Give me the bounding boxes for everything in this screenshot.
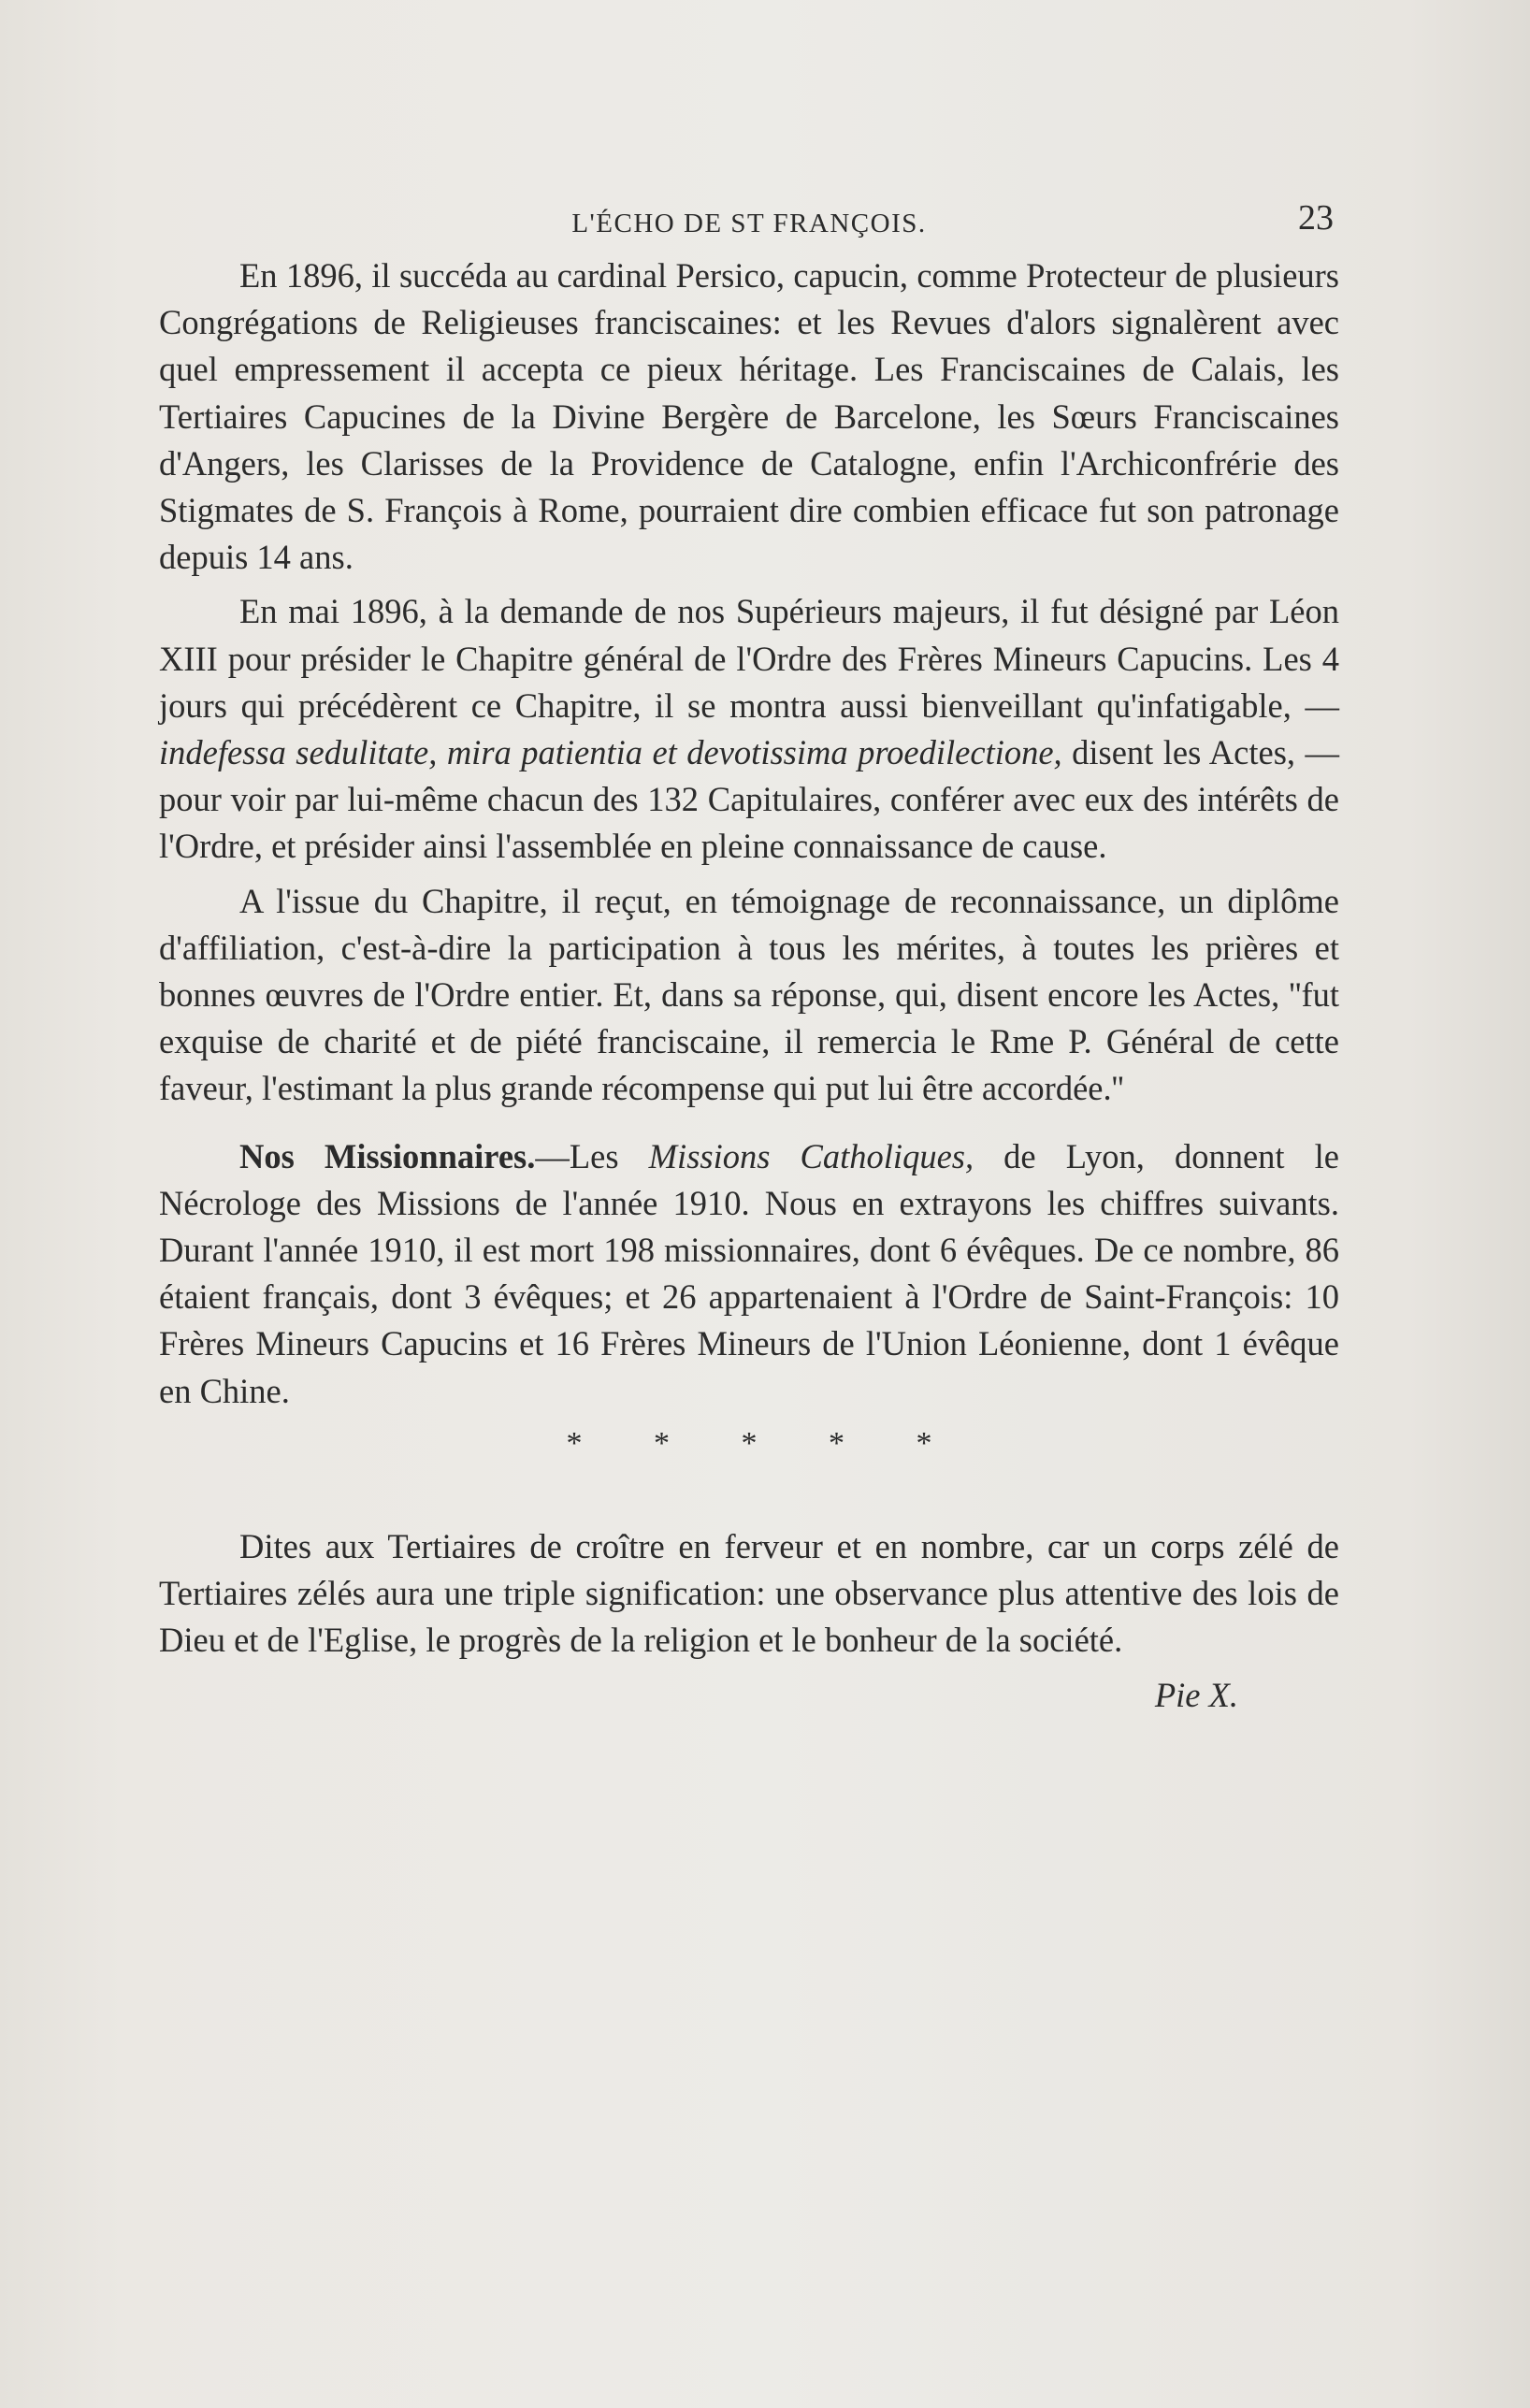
paragraph-missionnaires	[159, 1133, 1339, 1415]
quote-signature: Pie X.	[1154, 1675, 1238, 1714]
running-head	[159, 187, 1339, 252]
paragraph-chapitre-text-before: En mai 1896, à la demande de nos Supérieurs majeurs, il fut désigné par Léon XIII pour présider le Chapitre général de l'Ordre des Frères Mineurs Capucins. Les 4 jours qui précédèrent ce Chapitre, il se montra aussi bienveillant qu'infatigable, —	[159, 592, 1339, 725]
paragraph-chapitre-text-after: disent les Actes, — pour voir par lui-même chacun des 132 Capitulaires, conférer avec eux des intérêts de l'Ordre, et présider ainsi l'assemblée en pleine connaissance de cause.	[159, 733, 1339, 866]
latin-quote: indefessa sedulitate, mira patientia et devotissima proedilectione,	[159, 733, 1062, 772]
page-number: 23	[1298, 198, 1334, 238]
paragraph-persico: En 1896, il succéda au cardinal Persico, capucin, comme Protecteur de plusieurs Congrégations de Religieuses franciscaines: et les Revues d'alors signalèrent avec quel empressement il accepta ce pieux héritage. Les Franciscaines de Calais, les Tertiaires Capucines de la Divine Bergère de Barcelone, les Sœurs Franciscaines d'Angers, les Clarisses de la Providence de Catalogne, enfin l'Archiconfrérie des Stigmates de S. François à Rome, pourraient dire combien efficace fut son patronage depuis 14 ans.	[159, 256, 1339, 577]
heading-dash: —Les	[535, 1136, 649, 1175]
paragraph-missionnaires-text: de Lyon, donnent le Nécrologe des Missions de l'année 1910. Nous en extrayons les chiffres suivants. Durant l'année 1910, il est mort 198 missionnaires, dont 6 évêques. De ce nombre, 86 étaient français, dont 3 évêques; et 26 appartenaient à l'Ordre de Saint-François: 10 Frères Mineurs Capucins et 16 Frères Mineurs de l'Union Léonienne, dont 1 évêque en Chine.	[159, 1136, 1339, 1410]
publication-title: Missions Catholiques,	[648, 1136, 974, 1175]
paragraph-diplome: A l'issue du Chapitre, il reçut, en témoignage de reconnaissance, un diplôme d'affiliation, c'est-à-dire la participation à tous les mérites, à toutes les prières et bonnes œuvres de l'Ordre entier. Et, dans sa réponse, qui, disent encore les Actes, ''fut exquise de charité et de piété franciscaine, il remercia le Rme P. Général de cette faveur, l'estimant la plus grande récompense qui put lui être accordée.''	[159, 881, 1339, 1108]
section-heading-missionnaires: Nos Missionnaires.	[239, 1136, 536, 1175]
page-text-block	[159, 187, 1339, 1719]
quote-pie-x: Dites aux Tertiaires de croître en ferveur et en nombre, car un corps zélé de Tertiaires zélés aura une triple signification: une observance plus attentive des lois de Dieu et de l'Eglise, le progrès de la religion et le bonheur de la société.	[159, 1527, 1339, 1660]
paragraph-chapitre-general	[159, 588, 1339, 870]
section-separator: * * * * *	[566, 1425, 964, 1461]
running-title: L'ÉCHO DE ST FRANÇOIS.	[571, 209, 927, 238]
